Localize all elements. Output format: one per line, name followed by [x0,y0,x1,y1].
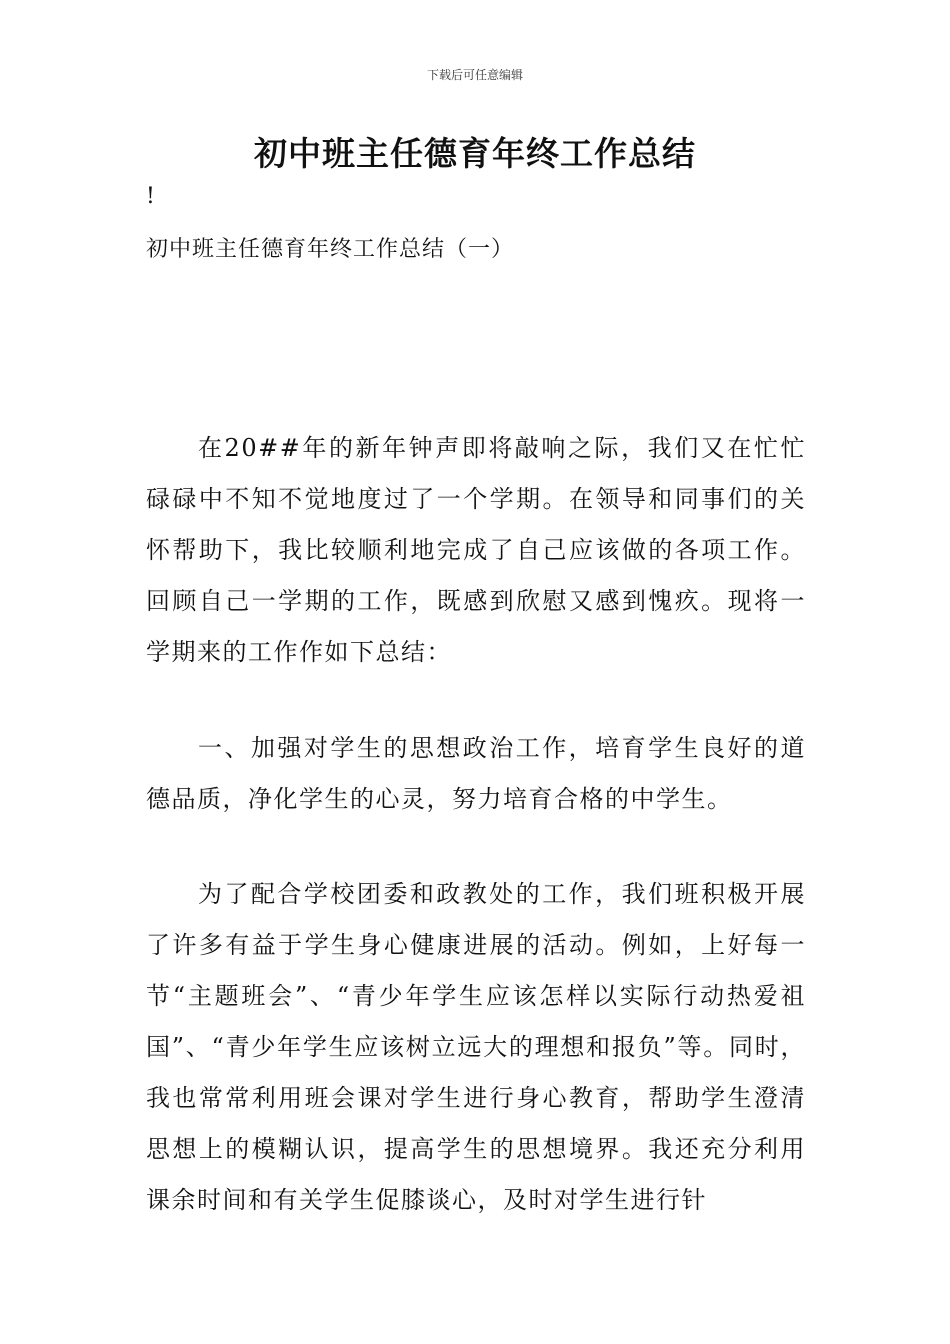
header-note: 下载后可任意编辑 [426,68,523,82]
exclamation-mark: ! [146,184,155,209]
paragraph-section-one-heading: 一、加强对学生的思想政治工作，培育学生良好的道德品质，净化学生的心灵，努力培育合格的中学生。 [146,734,806,813]
paragraph-activities: 为了配合学校团委和政教处的工作，我们班积极开展了许多有益于学生身心健康进展的活动。例如，上好每一节“主题班会”、“青少年学生应该怎样以实际行动热爱祖国”、“青少年学生应该树立远大的理想和报负”等。同时，我也常常利用班会课对学生进行身心教育，帮助学生澄清思想上的模糊认识，提高学生的思想境界。我还充分利用课余时间和有关学生促膝谈心，及时对学生进行针 [146,880,806,1214]
document-subtitle: 初中班主任德育年终工作总结（一） [146,237,515,262]
document-title: 初中班主任德育年终工作总结 [254,134,696,173]
paragraph-intro: 在20##年的新年钟声即将敲响之际，我们又在忙忙碌碌中不知不觉地度过了一个学期。在领导和同事们的关怀帮助下，我比较顺利地完成了自己应该做的各项工作。回顾自己一学期的工作，既感到欣慰又感到愧疚。现将一学期来的工作作如下总结： [146,434,806,666]
